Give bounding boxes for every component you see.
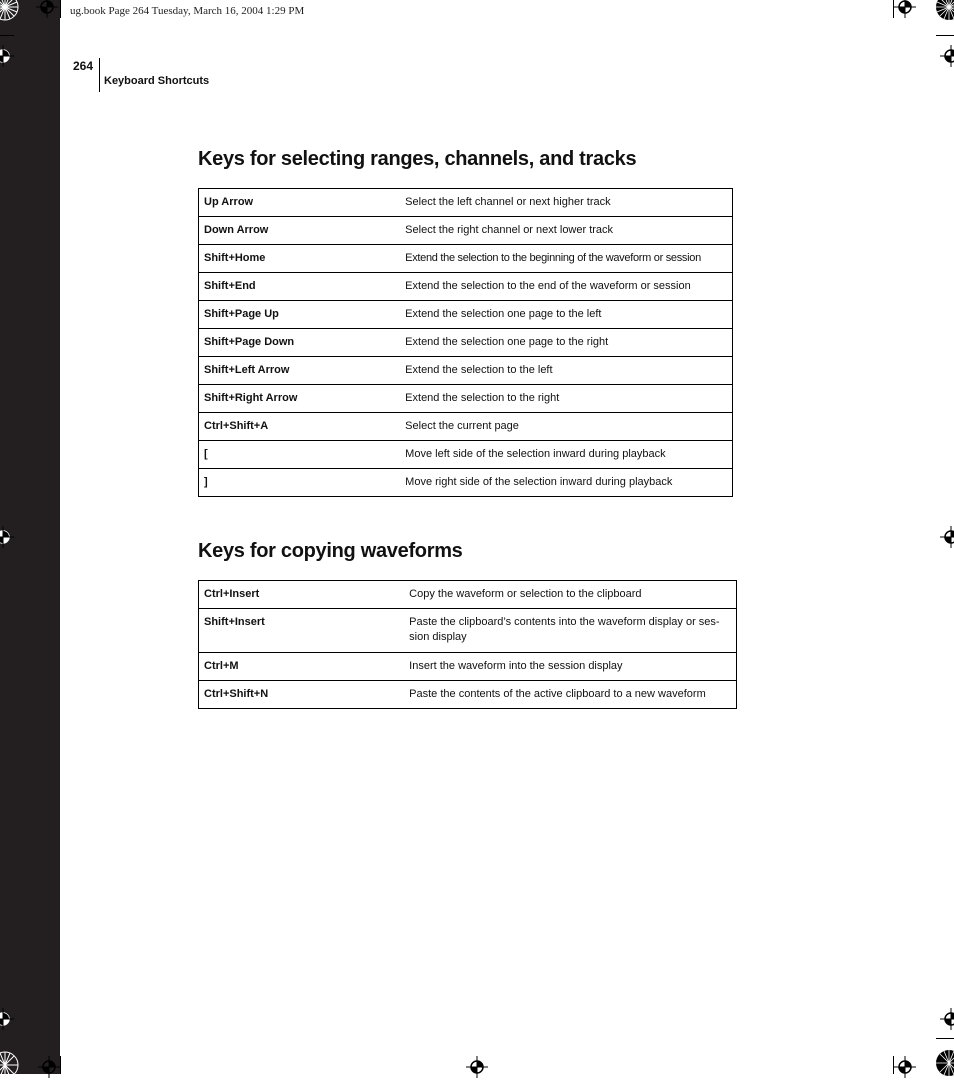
shortcut-description: Paste the contents of the active clipboard to a new waveform (404, 681, 736, 709)
shortcut-description: Insert the waveform into the session display (404, 653, 736, 681)
registration-mark-icon (0, 1008, 14, 1030)
table-row (199, 329, 733, 357)
crop-mark (936, 1038, 954, 1039)
crop-mark (60, 1056, 61, 1074)
shortcut-key: Ctrl+Shift+N (199, 681, 405, 709)
shortcut-key: Down Arrow (199, 217, 401, 245)
table-row (199, 301, 733, 329)
registration-mark-icon (38, 1056, 60, 1078)
crop-mark (936, 35, 954, 36)
table-row (199, 217, 733, 245)
running-head-rule (99, 58, 100, 92)
shortcut-key: Shift+Right Arrow (199, 385, 401, 413)
shortcut-key: Ctrl+Shift+A (199, 413, 401, 441)
shortcut-key: Shift+Page Up (199, 301, 401, 329)
shortcut-key: Ctrl+M (199, 653, 405, 681)
starburst-mark-icon (0, 0, 20, 22)
shortcut-key: Shift+End (199, 273, 401, 301)
table-row (199, 273, 733, 301)
shortcut-description: Extend the selection to the end of the waveform or session (400, 273, 732, 301)
shortcut-key: Ctrl+Insert (199, 581, 405, 609)
table-row (199, 245, 733, 273)
registration-mark-icon (940, 1008, 954, 1030)
shortcut-table-selecting (198, 188, 733, 497)
table-row (199, 357, 733, 385)
table-row (199, 189, 733, 217)
table-row (199, 469, 733, 497)
shortcut-key: [ (199, 441, 401, 469)
shortcut-description: Select the left channel or next higher track (400, 189, 732, 217)
shortcut-description: Select the current page (400, 413, 732, 441)
shortcut-description: Extend the selection to the beginning of the waveform or session (400, 245, 732, 273)
print-header: ug.book Page 264 Tuesday, March 16, 2004 1:29 PM (70, 5, 305, 17)
shortcut-description: Extend the selection one page to the left (400, 301, 732, 329)
page-number: 264 (73, 59, 94, 73)
table-row (199, 441, 733, 469)
crop-mark (60, 0, 61, 18)
table-row (199, 413, 733, 441)
registration-mark-icon (894, 1056, 916, 1078)
shortcut-description: Extend the selection one page to the right (400, 329, 732, 357)
table-row (199, 581, 737, 609)
shortcut-key: Shift+Home (199, 245, 401, 273)
registration-mark-icon (36, 0, 58, 18)
crop-mark (0, 35, 14, 36)
shortcut-description: Extend the selection to the right (400, 385, 732, 413)
shortcut-key: Shift+Insert (199, 609, 405, 653)
running-head-section: Keyboard Shortcuts (104, 75, 210, 87)
registration-mark-icon (940, 526, 954, 548)
shortcut-key: ] (199, 469, 401, 497)
section-heading-copying: Keys for copying waveforms (198, 540, 463, 562)
shortcut-description: Extend the selection to the left (400, 357, 732, 385)
shortcut-description: Select the right channel or next lower track (400, 217, 732, 245)
shortcut-key: Shift+Left Arrow (199, 357, 401, 385)
registration-mark-icon (940, 45, 954, 67)
table-row (199, 385, 733, 413)
table-row (199, 609, 737, 653)
shortcut-table-copying (198, 580, 737, 709)
starburst-mark-icon (934, 0, 954, 22)
shortcut-description: Paste the clipboard’s contents into the waveform display or ses-sion display (404, 609, 736, 653)
registration-mark-icon (894, 0, 916, 18)
registration-mark-icon (0, 45, 14, 67)
shortcut-description: Move left side of the selection inward during playback (400, 441, 732, 469)
shortcut-key: Up Arrow (199, 189, 401, 217)
registration-mark-icon (466, 1056, 488, 1078)
shortcut-description: Move right side of the selection inward during playback (400, 469, 732, 497)
shortcut-key: Shift+Page Down (199, 329, 401, 357)
shortcut-description: Copy the waveform or selection to the clipboard (404, 581, 736, 609)
table-row (199, 653, 737, 681)
registration-mark-icon (0, 526, 14, 548)
section-heading-selecting: Keys for selecting ranges, channels, and tracks (198, 148, 637, 170)
table-row (199, 681, 737, 709)
starburst-mark-icon (0, 1050, 20, 1080)
